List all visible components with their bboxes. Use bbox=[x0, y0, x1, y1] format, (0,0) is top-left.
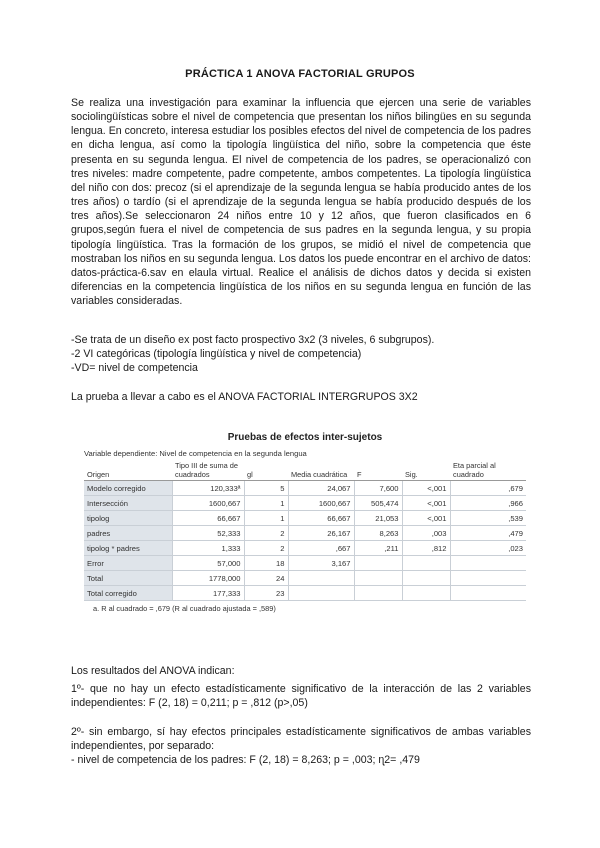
table-cell: 1,333 bbox=[172, 541, 244, 556]
table-cell bbox=[450, 556, 526, 571]
table-cell: 505,474 bbox=[354, 496, 402, 511]
table-row bbox=[84, 481, 526, 496]
table-cell bbox=[288, 586, 354, 601]
table-row bbox=[84, 556, 526, 571]
table-row bbox=[84, 541, 526, 556]
table-cell: ,539 bbox=[450, 511, 526, 526]
table-row bbox=[84, 571, 526, 586]
table-cell bbox=[402, 556, 450, 571]
table-cell: ,966 bbox=[450, 496, 526, 511]
table-cell: <,001 bbox=[402, 481, 450, 496]
table-cell: ,667 bbox=[288, 541, 354, 556]
table-cell: ,812 bbox=[402, 541, 450, 556]
row-label: Total bbox=[84, 571, 172, 586]
row-label: tipolog * padres bbox=[84, 541, 172, 556]
table-cell: 66,667 bbox=[172, 511, 244, 526]
table-row bbox=[84, 496, 526, 511]
table-cell: 7,600 bbox=[354, 481, 402, 496]
table-cell: ,479 bbox=[450, 526, 526, 541]
spss-output-table bbox=[84, 432, 526, 613]
table-cell: 57,000 bbox=[172, 556, 244, 571]
result-3: - nivel de competencia de los padres: F (2, 18) = 8,263; p = ,003; ɳ2= ,479 bbox=[71, 754, 420, 766]
table-cell: <,001 bbox=[402, 496, 450, 511]
table-cell: 2 bbox=[244, 541, 288, 556]
table-cell: 1 bbox=[244, 511, 288, 526]
table-row bbox=[84, 526, 526, 541]
table-cell: 1600,667 bbox=[288, 496, 354, 511]
row-label: Error bbox=[84, 556, 172, 571]
results-heading: Los resultados del ANOVA indican: bbox=[71, 665, 235, 677]
table-cell: 24,067 bbox=[288, 481, 354, 496]
header-origen: Origen bbox=[84, 460, 172, 481]
dependent-variable-label: Variable dependiente: Nivel de competencia en la segunda lengua bbox=[84, 449, 307, 458]
table-cell: 120,333ª bbox=[172, 481, 244, 496]
table-cell: <,001 bbox=[402, 511, 450, 526]
table-cell: ,679 bbox=[450, 481, 526, 496]
table-cell: 1600,667 bbox=[172, 496, 244, 511]
table-cell: 52,333 bbox=[172, 526, 244, 541]
anova-table bbox=[84, 460, 526, 601]
header-media-cuadratica: Media cuadrática bbox=[288, 460, 354, 481]
table-cell: 24 bbox=[244, 571, 288, 586]
table-row bbox=[84, 586, 526, 601]
header-suma-cuadrados: Tipo III de suma de cuadrados bbox=[172, 460, 244, 481]
row-label: Total corregido bbox=[84, 586, 172, 601]
header-gl: gl bbox=[244, 460, 288, 481]
table-cell bbox=[402, 571, 450, 586]
row-label: tipolog bbox=[84, 511, 172, 526]
table-cell bbox=[450, 571, 526, 586]
table-row bbox=[84, 511, 526, 526]
test-line: La prueba a llevar a cabo es el ANOVA FACTORIAL INTERGRUPOS 3X2 bbox=[71, 391, 418, 403]
result-2: 2º- sin embargo, sí hay efectos principales estadísticamente significativos de ambas variables independientes, por separado: bbox=[71, 726, 531, 753]
design-line-3: -VD= nivel de competencia bbox=[71, 362, 198, 374]
table-cell: ,003 bbox=[402, 526, 450, 541]
spss-table-title: Pruebas de efectos inter-sujetos bbox=[227, 432, 383, 443]
row-label: Modelo corregido bbox=[84, 481, 172, 496]
header-f: F bbox=[354, 460, 402, 481]
table-cell: ,211 bbox=[354, 541, 402, 556]
design-line-1: -Se trata de un diseño ex post facto prospectivo 3x2 (3 niveles, 6 subgrupos). bbox=[71, 334, 435, 346]
header-eta: Eta parcial al cuadrado bbox=[450, 460, 526, 481]
table-cell bbox=[402, 586, 450, 601]
table-cell: 5 bbox=[244, 481, 288, 496]
table-cell: 8,263 bbox=[354, 526, 402, 541]
table-cell bbox=[354, 571, 402, 586]
table-cell bbox=[450, 586, 526, 601]
table-cell: 177,333 bbox=[172, 586, 244, 601]
design-line-2: -2 VI categóricas (tipología lingüística y nivel de competencia) bbox=[71, 348, 362, 360]
table-cell: 26,167 bbox=[288, 526, 354, 541]
table-cell: 21,053 bbox=[354, 511, 402, 526]
document-title: PRÁCTICA 1 ANOVA FACTORIAL GRUPOS bbox=[185, 68, 415, 80]
row-label: padres bbox=[84, 526, 172, 541]
table-cell bbox=[354, 556, 402, 571]
table-cell: 66,667 bbox=[288, 511, 354, 526]
table-cell bbox=[354, 586, 402, 601]
intro-paragraph: Se realiza una investigación para examinar la influencia que ejercen una serie de variables sociolingüísticas sobre el nivel de competencia que presentan los niños bilingües en su segunda lengua. En concreto, interesa estudiar los posibles efectos del nivel de competencia de los padres en dicha lengua, así como la tipología lingüística del niño, sobre la competencia que éste presenta en su segunda lengua. El nivel de competencia de los padres, se operacionalizó con tres niveles: madre competente, padre competente, ambos competentes. La tipología lingüística del niño con dos: precoz (si el aprendizaje de la segunda lengua se había producido antes de los tres años) o tardío (si el aprendizaje de la segunda lengua se había producido después de los tres años).Se seleccionaron 24 niños entre 10 y 12 años, que fueron clasificados en 6 grupos,según fuera el nivel de competencia de sus padres en la segunda lengua, y su propia tipología lingüística. Tras la formación de los grupos, se midió el nivel de competencia que mostraban los niños en su segunda lengua. Los datos los puede encontrar en el archivo de datos: datos-práctica-6.sav en elaula virtual. Realice el análisis de dichos datos y decida si existen diferencias en la competencia lingüística de los niños en su segunda lengua en función de las variables consideradas. bbox=[71, 97, 531, 308]
table-cell bbox=[288, 571, 354, 586]
table-cell: 1778,000 bbox=[172, 571, 244, 586]
row-label: Intersección bbox=[84, 496, 172, 511]
table-cell: ,023 bbox=[450, 541, 526, 556]
table-cell: 1 bbox=[244, 496, 288, 511]
table-footnote: a. R al cuadrado = ,679 (R al cuadrado ajustada = ,589) bbox=[93, 604, 276, 613]
table-cell: 3,167 bbox=[288, 556, 354, 571]
result-1: 1º- que no hay un efecto estadísticamente significativo de la interacción de las 2 variables independientes: F (2, 18) = 0,211; p = ,812 (p>,05) bbox=[71, 683, 531, 710]
table-cell: 18 bbox=[244, 556, 288, 571]
header-sig: Sig. bbox=[402, 460, 450, 481]
table-cell: 2 bbox=[244, 526, 288, 541]
table-cell: 23 bbox=[244, 586, 288, 601]
